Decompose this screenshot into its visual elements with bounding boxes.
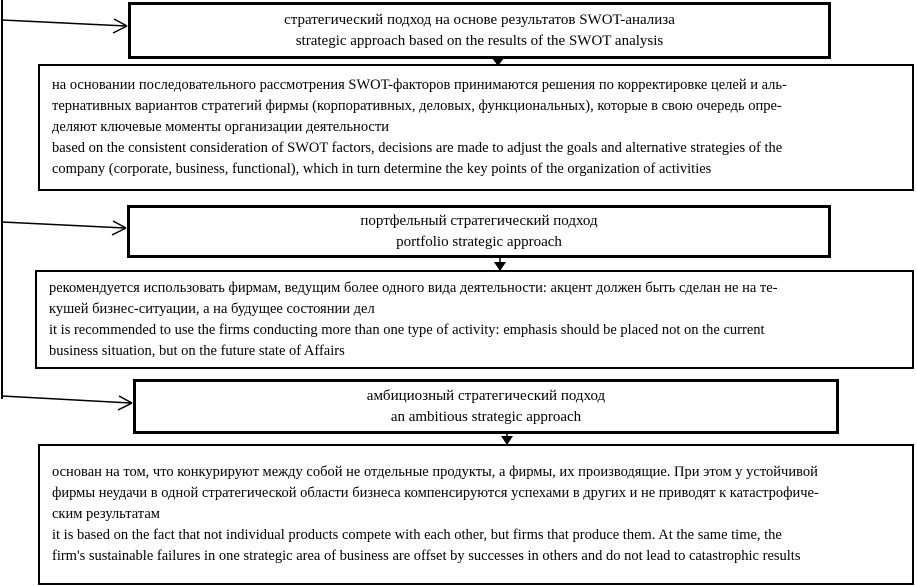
node-portfolio-approach-header [127,205,831,258]
arrow-right-icon [2,19,127,33]
description-line: company (corporate, business, functional), which in turn determine the key points of the organization of activities [52,161,712,177]
arrow-right-icon [2,221,126,235]
node-ambitious-approach-header [133,379,839,434]
header-title-ru: портфельный стратегический подход [360,212,598,229]
description-line: кушей бизнес-ситуации, а на будущее состоянии дел [49,300,375,317]
node-portfolio-approach-description [35,270,914,369]
description-line: на основании последовательного рассмотрения SWOT-факторов принимаются решения по корректировке целей и аль- [52,77,787,93]
arrow-right-icon [2,396,132,410]
description-line: тернативных вариантов стратегий фирмы (корпоративных, деловых, функциональных), которые в свою очередь опре- [52,98,782,114]
description-line: ским результатам [52,506,160,522]
description-line: firm's sustainable failures in one strategic area of business are offset by successes in others and do not lead to catastrophic results [52,548,801,564]
description-line: business situation, but on the future state of Affairs [49,342,345,359]
description-line: рекомендуется использовать фирмам, ведущим более одного вида деятельности: акцент должен быть сделан не на те- [49,279,778,296]
header-title-en: strategic approach based on the results of the SWOT analysis [295,32,664,49]
description-line: it is recommended to use the firms conducting more than one type of activity: emphasis should be placed not on the current [49,321,765,338]
header-title-ru: стратегический подход на основе результатов SWOT-анализа [284,11,675,28]
header-title-ru: амбициозный стратегический подход [366,387,606,404]
description-line: based on the consistent consideration of SWOT factors, decisions are made to adjust the goals and alternative strategies of the [52,140,783,156]
node-ambitious-approach-description [38,444,914,585]
node-swot-approach-header [128,2,831,59]
description-line: фирмы неудачи в одной стратегической области бизнеса компенсируются успехами в других и не приводят к катастрофиче- [52,485,819,501]
node-swot-approach-description [38,64,914,191]
description-line: it is based on the fact that not individual products compete with each other, but firms that produce them. At the same time, the [52,527,782,543]
description-line: основан на том, что конкурируют между собой не отдельные продукты, а фирмы, их производящие. При этом у устойчивой [52,464,818,480]
header-title-en: portfolio strategic approach [396,233,562,250]
header-title-en: an ambitious strategic approach [390,408,582,425]
description-line: деляют ключевые моменты организации деятельности [52,119,389,135]
